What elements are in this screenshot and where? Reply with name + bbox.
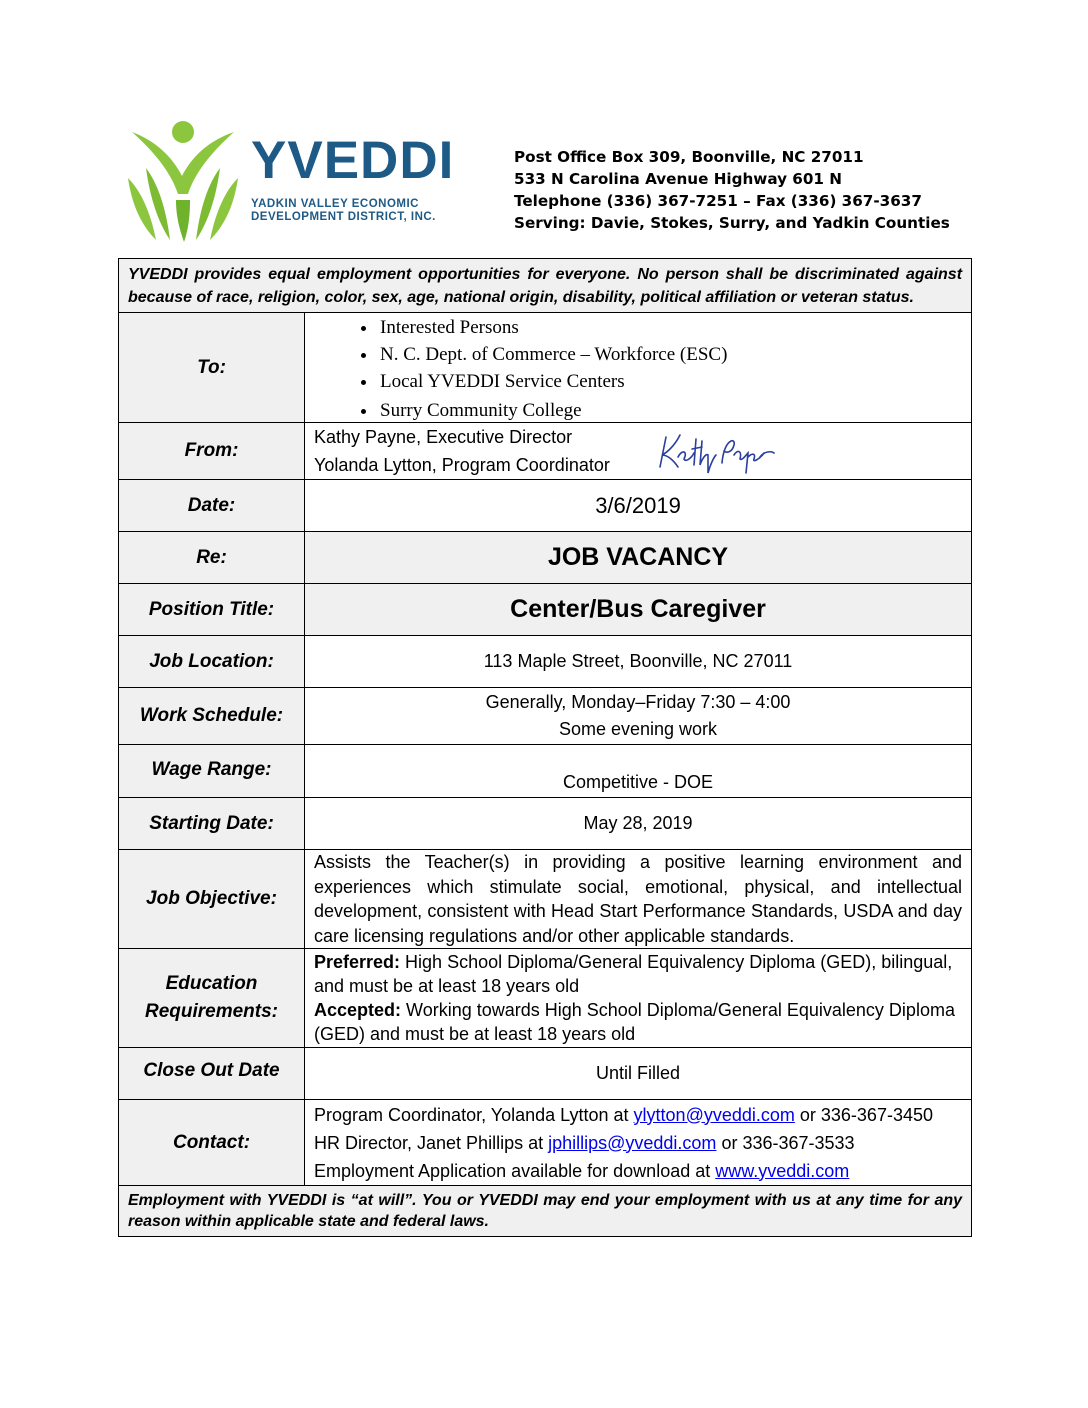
education-value [305,949,972,1048]
job-vacancy-table [118,258,972,1237]
from-label: From: [119,423,305,480]
from-lines [314,423,962,479]
from-line1: Kathy Payne, Executive Director [314,427,573,447]
to-row [119,313,972,423]
location-row [119,636,972,688]
position-row [119,584,972,636]
logo-subtitle [251,198,436,224]
coordinator-phone: or 336-367-3450 [794,1104,933,1125]
position-title: Center/Bus Caregiver [305,584,972,636]
logo-subtitle-line2: DEVELOPMENT DISTRICT, INC. [251,211,436,223]
at-will-notice: Employment with YVEDDI is “at will”. You or YVEDDI may end your employment with us at any time for any reason within applicable state and federal laws. [119,1186,972,1237]
wage-label: Wage Range: [119,745,305,798]
closeout-row [119,1048,972,1100]
website-link[interactable]: www.yveddi.com [715,1160,850,1181]
eeo-notice: YVEDDI provides equal employment opportunities for everyone. No person shall be discriminated against because of race, religion, color, sex, age, national origin, disability, political affiliation or veteran status. [119,259,972,313]
hr-phone: or 336-367-3533 [716,1132,855,1153]
recipient-item: • Interested Persons [378,314,971,341]
education-label-line2: Requirements: [144,1001,279,1022]
objective-value: Assists the Teacher(s) in providing a positive learning environment and experiences which stimulate social, emotional, physical, and intellectual development, consistent with Head Start Performance Standards, USDA and day care licensing regulations and/or other applicable standards. [305,850,972,949]
location-label: Job Location: [119,636,305,688]
hr-email-link[interactable]: jphillips@yveddi.com [548,1132,717,1153]
date-row [119,480,972,532]
contact-line [314,1129,962,1157]
wage-value: Competitive - DOE [305,745,972,798]
recipient-list [305,314,971,422]
from-value [305,423,972,480]
accepted-text: Working towards High School Diploma/General Equivalency Diploma (GED) and must be at least 18 years old [314,1000,955,1044]
date-label: Date: [119,480,305,532]
accepted-requirement [314,998,962,1046]
at-will-notice-row [119,1186,972,1237]
recipient-item: • N. C. Dept. of Commerce – Workforce (ESC) [378,341,971,368]
contact-coordinator: Program Coordinator, Yolanda Lytton at [314,1104,634,1125]
objective-label: Job Objective: [119,850,305,949]
service-area-line: Serving: Davie, Stokes, Surry, and Yadkin Counties [514,214,950,232]
organization-address [514,146,950,234]
closeout-value: Until Filled [305,1048,972,1100]
contact-line [314,1157,962,1185]
address-line: 533 N Carolina Avenue Highway 601 N [514,170,842,188]
wage-row [119,745,972,798]
signature-image [656,429,778,475]
re-row [119,532,972,584]
accepted-label: Accepted: [314,1000,402,1020]
yveddi-logo [124,118,454,244]
from-row [119,423,972,480]
date-value: 3/6/2019 [305,480,972,532]
re-label: Re: [119,532,305,584]
logo-wordmark: YVEDDI [251,131,455,190]
application-text: Employment Application available for download at [314,1160,716,1181]
recipient-item: • Surry Community College [378,395,971,422]
schedule-line2: Some evening work [558,719,718,739]
contact-row [119,1100,972,1186]
schedule-value [305,688,972,745]
from-line2: Yolanda Lytton, Program Coordinator [314,455,610,475]
education-row [119,949,972,1048]
start-label: Starting Date: [119,798,305,850]
logo-subtitle-line1: YADKIN VALLEY ECONOMIC [251,198,419,210]
recipient-item: • Local YVEDDI Service Centers [378,368,971,395]
schedule-row [119,688,972,745]
people-leaf-icon [124,118,254,244]
contact-label: Contact: [119,1100,305,1186]
objective-row [119,850,972,949]
re-value: JOB VACANCY [305,532,972,584]
schedule-label: Work Schedule: [119,688,305,745]
eeo-notice-row [119,259,972,313]
education-label [119,949,305,1048]
coordinator-email-link[interactable]: ylytton@yveddi.com [633,1104,795,1125]
schedule-line1: Generally, Monday–Friday 7:30 – 4:00 [485,692,791,712]
to-value [305,313,972,423]
preferred-label: Preferred: [314,952,401,972]
contact-hr: HR Director, Janet Phillips at [314,1132,549,1153]
address-line: Post Office Box 309, Boonville, NC 27011 [514,148,864,166]
location-value: 113 Maple Street, Boonville, NC 27011 [305,636,972,688]
contact-line [314,1101,962,1129]
preferred-text: High School Diploma/General Equivalency Diploma (GED), bilingual, and must be at least 18 years old [314,952,953,996]
phone-fax-line: Telephone (336) 367-7251 – Fax (336) 367-3637 [514,192,922,210]
closeout-label: Close Out Date [119,1048,305,1100]
contact-value [305,1100,972,1186]
start-value: May 28, 2019 [305,798,972,850]
preferred-requirement [314,950,962,998]
to-label: To: [119,313,305,423]
education-label-line1: Education [165,973,258,994]
position-label: Position Title: [119,584,305,636]
start-row [119,798,972,850]
